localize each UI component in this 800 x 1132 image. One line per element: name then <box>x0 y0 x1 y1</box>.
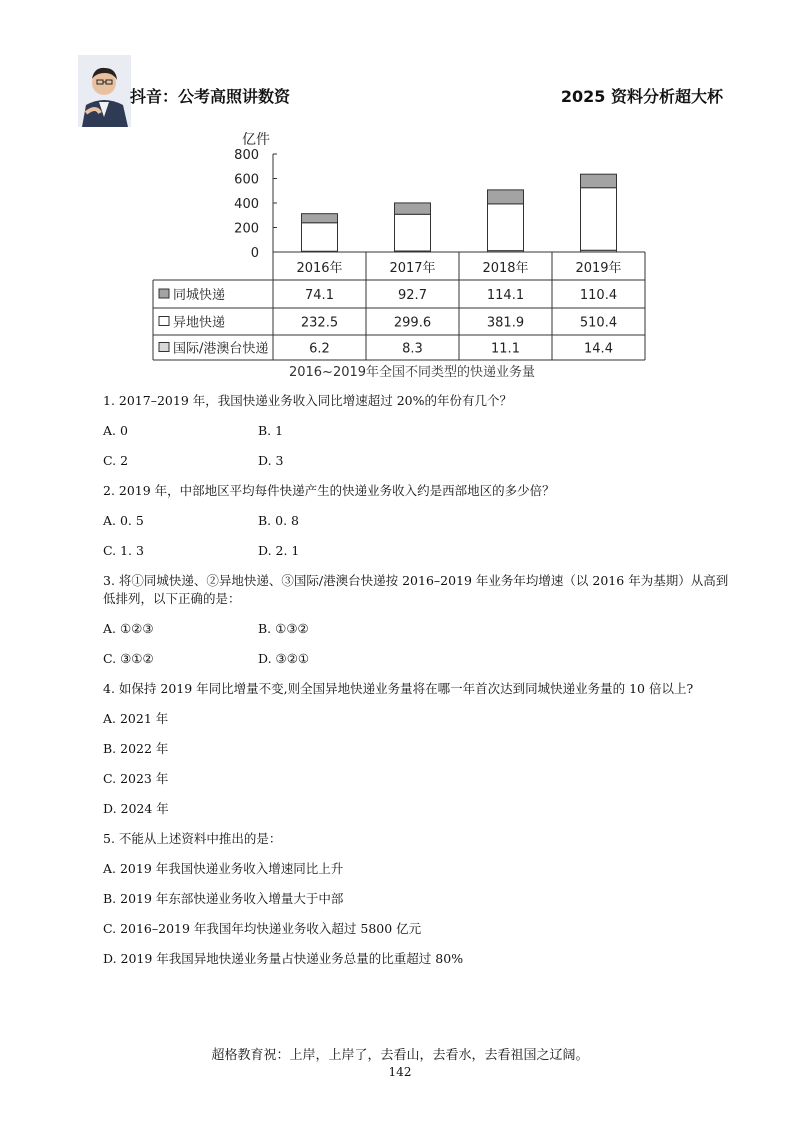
answer-option[interactable]: C. 1. 3 <box>103 543 144 558</box>
answer-option[interactable]: C. ③①② <box>103 651 154 666</box>
legend-label: 国际/港澳台快递 <box>173 341 269 357</box>
table-value: 510.4 <box>579 315 618 331</box>
answer-option[interactable]: A. 2019 年我国快递业务收入增速同比上升 <box>103 861 344 876</box>
bar-segment <box>488 190 524 204</box>
bar-segment <box>395 203 431 214</box>
chart-title: 2016~2019年全国不同类型的快递业务量 <box>288 365 536 380</box>
x-category-label: 2017年 <box>389 261 436 276</box>
y-tick-label: 200 <box>234 221 259 237</box>
option-row <box>103 422 733 440</box>
chart-svg <box>150 128 650 380</box>
table-value: 299.6 <box>393 315 432 331</box>
bar-segment <box>581 188 617 251</box>
footer-motto: 超格教育祝：上岸，上岸了，去看山，去看水，去看祖国之辽阔。 <box>211 1048 589 1063</box>
answer-option[interactable]: D. 3 <box>258 453 284 468</box>
page-number: 142 <box>388 1065 412 1079</box>
question-list <box>103 392 733 980</box>
option-row <box>103 650 733 668</box>
bar-segment <box>395 214 431 251</box>
x-category-label: 2016年 <box>296 261 343 276</box>
answer-option[interactable]: B. 1 <box>258 423 284 438</box>
legend-label: 同城快递 <box>173 288 226 303</box>
answer-option[interactable]: B. 0. 8 <box>258 513 299 528</box>
answer-option[interactable]: D. ③②① <box>258 651 310 666</box>
option-row <box>103 542 733 560</box>
answer-option[interactable]: A. 0. 5 <box>103 513 144 528</box>
answer-option[interactable]: A. 0 <box>103 423 128 438</box>
express-volume-chart <box>150 128 650 380</box>
answer-option[interactable]: D. 2. 1 <box>258 543 300 558</box>
table-value: 110.4 <box>579 288 618 303</box>
book-title: 2025 资料分析超大杯 <box>560 87 723 106</box>
table-value: 92.7 <box>398 288 427 303</box>
bar-segment <box>302 214 338 223</box>
table-value: 6.2 <box>309 341 330 357</box>
option-row <box>103 452 733 470</box>
bar-segment <box>302 223 338 251</box>
douyin-brand: 抖音：公考高照讲数资 <box>130 87 291 106</box>
legend-swatch <box>159 343 169 352</box>
option-row <box>103 512 733 530</box>
legend-label: 异地快递 <box>173 315 226 331</box>
answer-option[interactable]: B. ①③② <box>258 621 309 636</box>
legend-swatch <box>159 289 169 298</box>
question-stem: 2. 2019 年，中部地区平均每件快递产生的快递业务收入约是西部地区的多少倍？ <box>103 483 555 498</box>
answer-option[interactable]: C. 2016–2019 年我国年均快递业务收入超过 5800 亿元 <box>103 921 422 936</box>
x-category-label: 2019年 <box>575 261 622 276</box>
question-stem: 4. 如保持 2019 年同比增量不变,则全国异地快递业务量将在哪一年首次达到同城快递业务量的 10 倍以上? <box>103 681 694 696</box>
answer-option[interactable]: D. 2019 年我国异地快递业务量占快递业务总量的比重超过 80% <box>103 951 464 966</box>
answer-option[interactable]: A. 2021 年 <box>103 711 169 726</box>
answer-option[interactable]: B. 2019 年东部快递业务收入增量大于中部 <box>103 891 344 906</box>
x-category-label: 2018年 <box>482 261 529 276</box>
answer-option[interactable]: C. 2 <box>103 453 129 468</box>
y-tick-label: 0 <box>250 246 259 261</box>
answer-option[interactable]: B. 2022 年 <box>103 741 169 756</box>
table-value: 381.9 <box>486 315 525 331</box>
y-tick-label: 600 <box>234 172 259 188</box>
y-tick-label: 800 <box>234 148 259 163</box>
answer-option[interactable]: D. 2024 年 <box>103 801 169 816</box>
table-value: 11.1 <box>491 341 520 357</box>
option-row <box>103 620 733 638</box>
table-value: 14.4 <box>584 341 613 357</box>
page-header <box>0 0 800 130</box>
answer-option[interactable]: C. 2023 年 <box>103 771 169 786</box>
table-value: 74.1 <box>305 288 334 303</box>
question-stem: 5. 不能从上述资料中推出的是： <box>103 831 282 846</box>
table-value: 232.5 <box>300 315 339 331</box>
table-value: 114.1 <box>486 288 525 303</box>
bar-segment <box>581 174 617 188</box>
y-tick-label: 400 <box>234 197 259 212</box>
y-axis-title: 亿件 <box>242 132 270 148</box>
presenter-avatar <box>78 55 131 127</box>
question-stem: 3. 将①同城快递、②异地快递、③国际/港澳台快递按 2016–2019 年业务年均增速（以 2016 年为基期）从高到低排列，以下正确的是： <box>103 573 729 606</box>
legend-swatch <box>159 317 169 326</box>
table-value: 8.3 <box>402 341 423 357</box>
answer-option[interactable]: A. ①②③ <box>103 621 154 636</box>
bar-segment <box>488 204 524 251</box>
question-stem: 1. 2017–2019 年，我国快递业务收入同比增速超过 20%的年份有几个？ <box>103 393 513 408</box>
